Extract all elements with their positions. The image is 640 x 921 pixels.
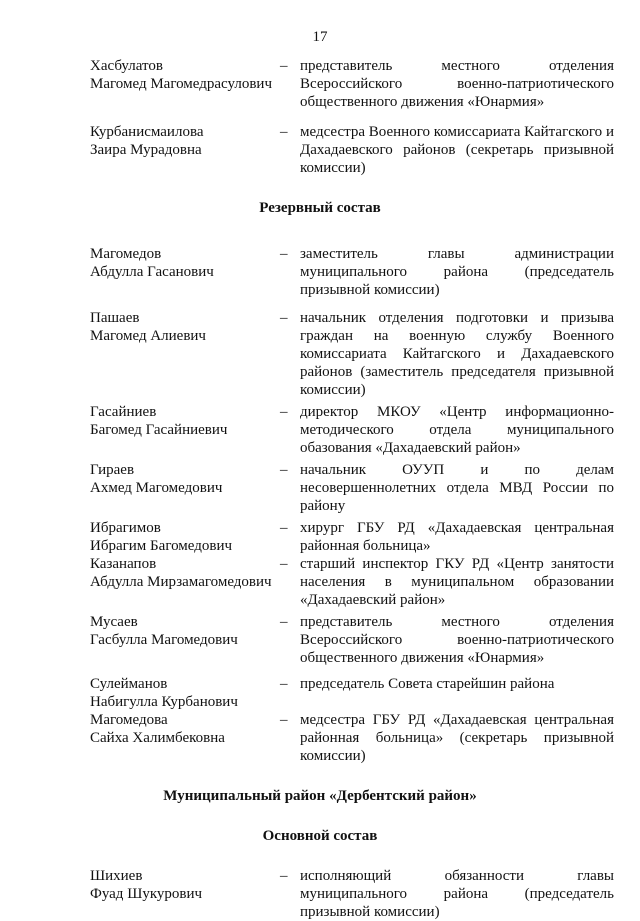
dash-separator: – xyxy=(280,124,288,140)
member-role: председатель Совета старейшин района xyxy=(300,676,555,692)
member-given-names: Магомед Магомедрасулович xyxy=(90,76,272,92)
member-entry xyxy=(90,403,614,457)
member-role: исполняющий обязанности главы муниципального района (председатель призывной комиссии) xyxy=(300,868,614,920)
member-role: старший инспектор ГКУ РД «Центр занятости населения в муниципальном образовании «Дахадаевский район» xyxy=(300,556,614,608)
member-surname: Сулейманов xyxy=(90,676,168,692)
member-role: медсестра ГБУ РД «Дахадаевская центральная районная больница» (секретарь призывной комиссии) xyxy=(300,712,614,764)
member-surname: Ибрагимов xyxy=(90,520,161,536)
member-entry xyxy=(90,675,614,711)
member-given-names: Магомед Алиевич xyxy=(90,328,206,344)
member-name xyxy=(90,675,280,711)
member-entry xyxy=(90,123,614,177)
member-surname: Магомедова xyxy=(90,712,168,728)
member-entry xyxy=(90,309,614,399)
section-heading-district: Муниципальный район «Дербентский район» xyxy=(163,788,477,804)
member-surname: Мусаев xyxy=(90,614,138,630)
dash-separator: – xyxy=(280,246,288,262)
member-surname: Шихиев xyxy=(90,868,143,884)
member-name xyxy=(90,123,280,177)
member-surname: Казанапов xyxy=(90,556,157,572)
dash-separator: – xyxy=(280,712,288,728)
member-entry xyxy=(90,613,614,667)
member-role: представитель местного отделения Всероссийского военно-патриотического общественного движения «Юнармия» xyxy=(300,614,614,666)
member-name xyxy=(90,519,280,555)
member-role: директор МКОУ «Центр информационно-методического отдела муниципального обазования «Дахадаевский район» xyxy=(300,404,614,456)
member-surname: Гираев xyxy=(90,462,135,478)
member-role: хирург ГБУ РД «Дахадаевская центральная районная больница» xyxy=(300,520,614,554)
dash-separator: – xyxy=(280,310,288,326)
member-name xyxy=(90,403,280,457)
member-given-names: Ахмед Магомедович xyxy=(90,480,223,496)
member-given-names: Абдулла Мирзамагомедович xyxy=(90,574,272,590)
dash-separator: – xyxy=(280,614,288,630)
member-entry xyxy=(90,57,614,111)
dash-separator: – xyxy=(280,520,288,536)
member-name xyxy=(90,57,280,111)
member-name xyxy=(90,555,280,609)
dash-separator: – xyxy=(280,868,288,884)
member-name xyxy=(90,613,280,667)
member-given-names: Багомед Гасайниевич xyxy=(90,422,228,438)
member-role: медсестра Военного комиссариата Кайтагского и Дахадаевского районов (секретарь призывной комиссии) xyxy=(300,124,614,176)
member-given-names: Абдулла Гасанович xyxy=(90,264,214,280)
section-heading-reserve: Резервный состав xyxy=(259,200,381,216)
dash-separator: – xyxy=(280,556,288,572)
member-role: начальник отделения подготовки и призыва граждан на военную службу Военного комиссариата Кайтагского и Дахадаевского районов (заместитель председателя призывной комиссии) xyxy=(300,310,614,398)
member-entry xyxy=(90,519,614,555)
member-entry xyxy=(90,867,614,921)
member-name xyxy=(90,711,280,765)
member-entry xyxy=(90,555,614,609)
member-name xyxy=(90,245,280,299)
member-surname: Магомедов xyxy=(90,246,162,262)
member-surname: Хасбулатов xyxy=(90,58,163,74)
section-heading-main: Основной состав xyxy=(262,828,378,844)
member-surname: Гасайниев xyxy=(90,404,157,420)
page-number: 17 xyxy=(312,29,328,45)
member-role: заместитель главы администрации муниципального района (председатель призывной комиссии) xyxy=(300,246,614,298)
member-entry xyxy=(90,245,614,299)
dash-separator: – xyxy=(280,676,288,692)
member-role: начальник ОУУП и по делам несовершеннолетних отдела МВД России по району xyxy=(300,462,614,514)
member-entry xyxy=(90,461,614,515)
member-given-names: Гасбулла Магомедович xyxy=(90,632,238,648)
commission-list xyxy=(90,57,614,921)
member-surname: Курбанисмаилова xyxy=(90,124,204,140)
dash-separator: – xyxy=(280,404,288,420)
member-entry xyxy=(90,711,614,765)
dash-separator: – xyxy=(280,462,288,478)
member-given-names: Набигулла Курбанович xyxy=(90,694,238,710)
member-role: представитель местного отделения Всероссийского военно-патриотического общественного движения «Юнармия» xyxy=(300,58,614,110)
member-name xyxy=(90,867,280,921)
member-given-names: Ибрагим Багомедович xyxy=(90,538,233,554)
member-name xyxy=(90,309,280,399)
member-given-names: Фуад Шукурович xyxy=(90,886,203,902)
member-surname: Пашаев xyxy=(90,310,140,326)
member-given-names: Сайха Халимбековна xyxy=(90,730,225,746)
member-name xyxy=(90,461,280,515)
member-given-names: Заира Мурадовна xyxy=(90,142,202,158)
dash-separator: – xyxy=(280,58,288,74)
